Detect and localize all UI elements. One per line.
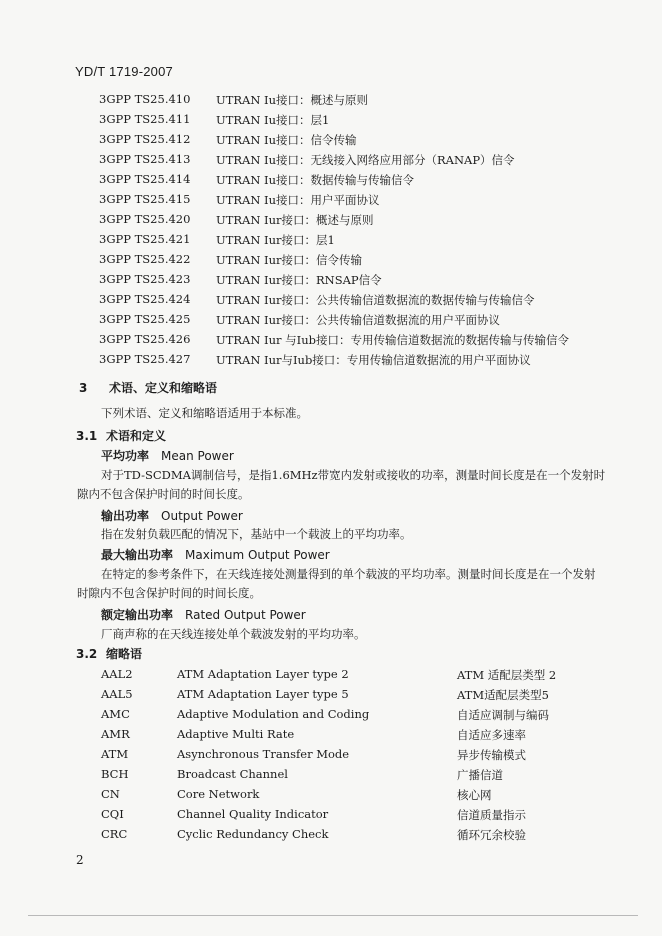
abbreviation-code: CQI bbox=[101, 807, 124, 821]
definition-text: 隙内不包含保护时间的时间长度。 bbox=[77, 487, 250, 501]
reference-code: 3GPP TS25.415 bbox=[99, 192, 191, 206]
definition-text: 时隙内不包含保护时间的时间长度。 bbox=[77, 586, 261, 600]
reference-desc: UTRAN Iur接口：公共传输信道数据流的数据传输与传输信令 bbox=[216, 293, 535, 307]
abbreviation-row bbox=[101, 807, 581, 827]
abbreviation-row bbox=[101, 727, 581, 747]
reference-desc: UTRAN Iu接口：信令传输 bbox=[216, 133, 357, 147]
term-heading bbox=[101, 507, 243, 524]
definition-text: 对于TD-SCDMA调制信号，是指1.6MHz带宽内发射或接收的功率，测量时间长度是在一个发射时 bbox=[101, 468, 606, 482]
reference-code: 3GPP TS25.413 bbox=[99, 152, 191, 166]
abbreviation-english: Cyclic Redundancy Check bbox=[177, 827, 329, 841]
reference-code: 3GPP TS25.425 bbox=[99, 312, 191, 326]
definition-text: 指在发射负载匹配的情况下，基站中一个载波上的平均功率。 bbox=[101, 527, 412, 541]
reference-code: 3GPP TS25.412 bbox=[99, 132, 191, 146]
reference-code: 3GPP TS25.424 bbox=[99, 292, 191, 306]
page-number: 2 bbox=[76, 853, 84, 867]
definition-text: 厂商声称的在天线连接处单个载波发射的平均功率。 bbox=[101, 627, 366, 641]
reference-desc: UTRAN Iu接口：用户平面协议 bbox=[216, 193, 380, 207]
reference-desc: UTRAN Iur与Iub接口：专用传输信道数据流的用户平面协议 bbox=[216, 353, 531, 367]
reference-desc: UTRAN Iu接口：无线接入网络应用部分（RANAP）信令 bbox=[216, 153, 515, 167]
abbreviation-code: AAL2 bbox=[101, 667, 133, 681]
reference-desc: UTRAN Iur接口：公共传输信道数据流的用户平面协议 bbox=[216, 313, 500, 327]
term-heading bbox=[101, 606, 306, 623]
abbreviation-chinese: 广播信道 bbox=[457, 768, 503, 782]
reference-code: 3GPP TS25.414 bbox=[99, 172, 191, 186]
abbreviation-chinese: 核心网 bbox=[457, 788, 492, 802]
subsection-number: 3.1 bbox=[76, 429, 98, 443]
reference-code: 3GPP TS25.427 bbox=[99, 352, 191, 366]
term-heading bbox=[101, 546, 330, 563]
reference-desc: UTRAN Iur接口：概述与原则 bbox=[216, 213, 374, 227]
abbreviation-chinese: 异步传输模式 bbox=[457, 748, 526, 762]
section-title: 术语、定义和缩略语 bbox=[109, 381, 218, 395]
abbreviation-code: ATM bbox=[101, 747, 129, 761]
abbreviation-code: AMC bbox=[101, 707, 130, 721]
abbreviation-chinese: ATM 适配层类型 2 bbox=[457, 668, 557, 682]
abbreviation-chinese: 自适应多速率 bbox=[457, 728, 526, 742]
abbreviation-row bbox=[101, 667, 581, 687]
footer-divider bbox=[28, 915, 638, 916]
abbreviation-english: ATM Adaptation Layer type 5 bbox=[177, 687, 349, 701]
abbreviation-chinese: ATM适配层类型5 bbox=[457, 688, 549, 702]
subsection-heading bbox=[76, 645, 142, 662]
reference-desc: UTRAN Iu接口：层1 bbox=[216, 113, 330, 127]
reference-code: 3GPP TS25.410 bbox=[99, 92, 191, 106]
document-id-header: YD/T 1719-2007 bbox=[75, 64, 173, 79]
term-zh: 平均功率 bbox=[101, 449, 150, 463]
abbreviation-english: Adaptive Multi Rate bbox=[177, 727, 295, 741]
abbreviation-row bbox=[101, 707, 581, 727]
abbreviation-code: AAL5 bbox=[101, 687, 133, 701]
subsection-title: 缩略语 bbox=[106, 647, 143, 661]
abbreviation-chinese: 信道质量指示 bbox=[457, 808, 526, 822]
abbreviation-english: Channel Quality Indicator bbox=[177, 807, 329, 821]
section-intro: 下列术语、定义和缩略语适用于本标准。 bbox=[101, 406, 308, 420]
subsection-title: 术语和定义 bbox=[106, 429, 167, 443]
abbreviation-row bbox=[101, 767, 581, 787]
section-heading bbox=[79, 379, 217, 396]
abbreviation-code: CN bbox=[101, 787, 120, 801]
reference-desc: UTRAN Iur接口：RNSAP信令 bbox=[216, 273, 382, 287]
abbreviation-english: Core Network bbox=[177, 787, 260, 801]
reference-code: 3GPP TS25.423 bbox=[99, 272, 191, 286]
abbreviation-code: BCH bbox=[101, 767, 129, 781]
abbreviation-row bbox=[101, 827, 581, 847]
reference-desc: UTRAN Iu接口：数据传输与传输信令 bbox=[216, 173, 414, 187]
abbreviation-english: Broadcast Channel bbox=[177, 767, 288, 781]
term-en: Maximum Output Power bbox=[185, 548, 330, 562]
abbreviation-row bbox=[101, 747, 581, 767]
abbreviation-english: ATM Adaptation Layer type 2 bbox=[177, 667, 349, 681]
definition-text: 在特定的参考条件下，在天线连接处测量得到的单个载波的平均功率。测量时间长度是在一个发射 bbox=[101, 567, 596, 581]
term-zh: 输出功率 bbox=[101, 509, 150, 523]
reference-desc: UTRAN Iur接口：信令传输 bbox=[216, 253, 362, 267]
reference-code: 3GPP TS25.426 bbox=[99, 332, 191, 346]
term-zh: 最大输出功率 bbox=[101, 548, 174, 562]
reference-code: 3GPP TS25.411 bbox=[99, 112, 191, 126]
reference-code: 3GPP TS25.420 bbox=[99, 212, 191, 226]
abbreviation-row bbox=[101, 787, 581, 807]
abbreviation-english: Adaptive Modulation and Coding bbox=[177, 707, 370, 721]
term-zh: 额定输出功率 bbox=[101, 608, 174, 622]
reference-desc: UTRAN Iur接口：层1 bbox=[216, 233, 335, 247]
reference-code: 3GPP TS25.421 bbox=[99, 232, 191, 246]
term-en: Output Power bbox=[161, 509, 243, 523]
abbreviation-code: AMR bbox=[101, 727, 130, 741]
subsection-heading bbox=[76, 427, 166, 444]
abbreviation-chinese: 循环冗余校验 bbox=[457, 828, 526, 842]
abbreviation-code: CRC bbox=[101, 827, 128, 841]
term-en: Rated Output Power bbox=[185, 608, 306, 622]
term-en: Mean Power bbox=[161, 449, 234, 463]
section-number: 3 bbox=[79, 381, 88, 395]
abbreviation-row bbox=[101, 687, 581, 707]
abbreviation-english: Asynchronous Transfer Mode bbox=[177, 747, 350, 761]
reference-desc: UTRAN Iu接口：概述与原则 bbox=[216, 93, 368, 107]
term-heading bbox=[101, 447, 234, 464]
reference-desc: UTRAN Iur 与Iub接口：专用传输信道数据流的数据传输与传输信令 bbox=[216, 333, 569, 347]
abbreviation-chinese: 自适应调制与编码 bbox=[457, 708, 549, 722]
reference-code: 3GPP TS25.422 bbox=[99, 252, 191, 266]
subsection-number: 3.2 bbox=[76, 647, 98, 661]
